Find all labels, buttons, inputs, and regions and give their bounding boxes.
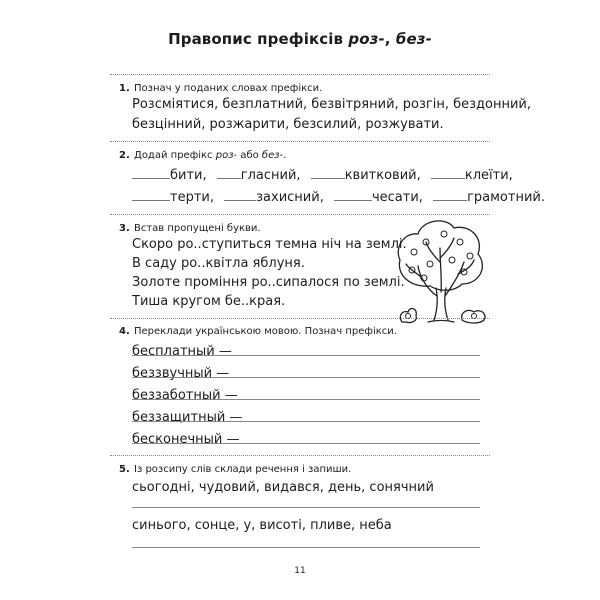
- task5-words-2: синього, сонце, у, висоті, пливе, неба: [132, 518, 392, 533]
- title-prefix-bez: без-: [395, 30, 432, 48]
- task5-words-1: сьогодні, чудовий, видався, день, сонячний: [132, 480, 434, 495]
- task1-number: 1.: [119, 83, 130, 94]
- word: чесати,: [371, 190, 423, 205]
- title-separator: ,: [384, 30, 396, 48]
- task5-number: 5.: [119, 464, 130, 475]
- answer-line[interactable]: [132, 398, 480, 400]
- answer-line[interactable]: [132, 354, 480, 356]
- title-prefix-roz: роз-: [348, 30, 385, 48]
- task2-instruction: [134, 150, 286, 161]
- blank-field[interactable]: [132, 188, 170, 201]
- task3-line-1: Скоро ро..ступиться темна ніч на землі.: [132, 237, 407, 252]
- word: грамотний.: [467, 190, 545, 205]
- divider: [110, 141, 490, 142]
- word: гласний,: [240, 168, 301, 183]
- blank-field[interactable]: [433, 188, 467, 201]
- task2-instruction-text: .: [283, 150, 287, 161]
- page-title: [0, 30, 600, 48]
- task2-prefix-bez: без-: [261, 150, 284, 161]
- answer-line[interactable]: [132, 376, 480, 378]
- answer-line[interactable]: [132, 546, 480, 548]
- blank-field[interactable]: [431, 166, 465, 179]
- word: захисний,: [256, 190, 324, 205]
- answer-line[interactable]: [132, 420, 480, 422]
- task3-line-2: В саду ро..квітла яблуня.: [132, 256, 305, 271]
- task2-number: 2.: [119, 150, 130, 161]
- task2-instruction-text: або: [237, 150, 262, 161]
- answer-line[interactable]: [132, 506, 480, 508]
- translate-word: беззаботный —: [132, 388, 238, 403]
- task1-line-2: безцінний, розжарити, безсилий, розжувати.: [132, 117, 444, 132]
- task2-instruction-text: Додай префікс: [134, 150, 216, 161]
- blank-field[interactable]: [224, 188, 256, 201]
- word: квитковий,: [344, 168, 421, 183]
- title-text: Правопис префіксів: [168, 30, 349, 48]
- divider: [110, 318, 490, 319]
- task2-prefix-roz: роз-: [215, 150, 238, 161]
- page-number: 11: [294, 566, 306, 576]
- blank-field[interactable]: [311, 166, 345, 179]
- translate-word: бесконечный —: [132, 432, 240, 447]
- blank-field[interactable]: [132, 166, 170, 179]
- task1-line-1: Розсміятися, безплатний, безвітряний, розгін, бездонний,: [132, 97, 532, 112]
- task4-instruction: Переклади українською мовою. Познач префікси.: [134, 326, 397, 337]
- word: терти,: [170, 190, 214, 205]
- translate-word: бесплатный —: [132, 344, 232, 359]
- task2-row-2: [132, 188, 545, 205]
- translate-word: беззащитный —: [132, 410, 243, 425]
- task3-line-3: Золоте проміння ро..сипалося по землі.: [132, 275, 405, 290]
- task2-row-1: [132, 166, 513, 183]
- blank-field[interactable]: [334, 188, 372, 201]
- word: клеїти,: [464, 168, 513, 183]
- divider: [110, 455, 490, 456]
- task4-number: 4.: [119, 326, 130, 337]
- task3-number: 3.: [119, 223, 130, 234]
- answer-line[interactable]: [132, 442, 480, 444]
- task3-instruction: Встав пропущені букви.: [134, 223, 261, 234]
- task5-instruction: Із розсипу слів склади речення і запиши.: [134, 464, 352, 475]
- task3-line-4: Тиша кругом бе..края.: [132, 294, 286, 309]
- task1-instruction: Познач у поданих словах префікси.: [134, 83, 323, 94]
- translate-word: беззвучный —: [132, 366, 230, 381]
- divider: [110, 74, 490, 75]
- word: бити,: [170, 168, 207, 183]
- apple-tree-illustration: [388, 212, 496, 330]
- blank-field[interactable]: [217, 166, 241, 179]
